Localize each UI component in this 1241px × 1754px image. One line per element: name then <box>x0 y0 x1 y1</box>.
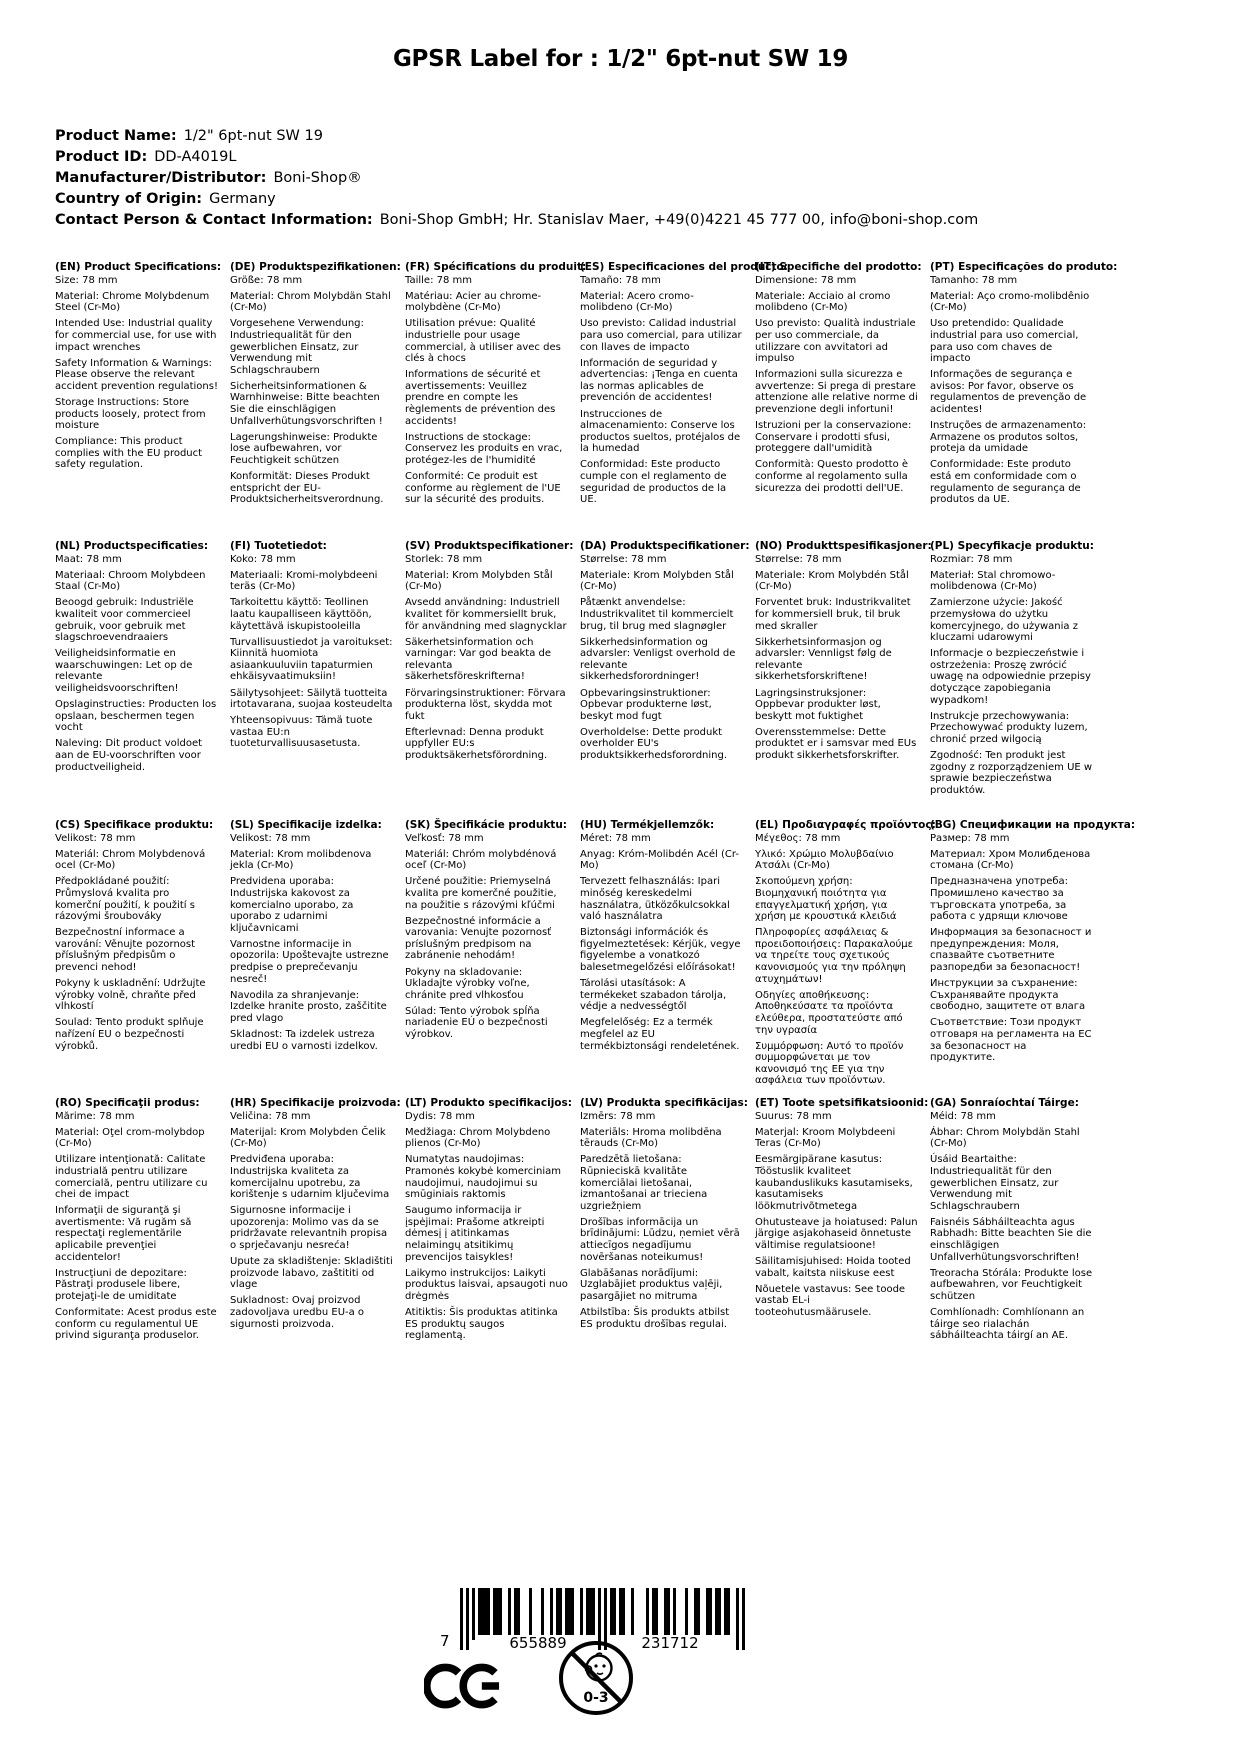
spec-item: Предназначена употреба: Промишлено качество за търговската употреба, за работа с удрящи ключове <box>930 876 1069 923</box>
spec-item: Opbevaringsinstruktioner: Opbevar produkterne løst, beskyt mod fugt <box>580 687 712 722</box>
spec-item: Dydis: 78 mm <box>405 1110 475 1122</box>
spec-item: Storlek: 78 mm <box>405 553 483 565</box>
spec-item: Conformitate: Acest produs este conform cu regulamentul UE privind siguranţa produselor. <box>55 1307 217 1342</box>
spec-heading-ro: (RO) Specificaţii produs: <box>55 1097 200 1109</box>
spec-item: Skladnost: Ta izdelek ustreza uredbi EU o varnosti izdelkov. <box>230 1029 378 1052</box>
spec-item: Lagerungshinweise: Produkte lose aufbewahren, vor Feuchtigkeit schützen <box>230 431 378 466</box>
spec-block-hr <box>230 1097 401 1335</box>
spec-item: Conformità: Questo prodotto è conforme al regolamento sulla sicurezza dei prodotti dell'UE. <box>755 459 909 494</box>
spec-heading-lt: (LT) Produkto specifikacijos: <box>405 1097 572 1109</box>
spec-item: Μέγεθος: 78 mm <box>755 832 841 844</box>
product-info-row <box>55 210 978 231</box>
spec-item: Uso pretendido: Qualidade industrial para uso comercial, para uso com chaves de impacto <box>930 318 1079 365</box>
spec-item: Suurus: 78 mm <box>755 1110 832 1122</box>
spec-item: Předpokládané použití: Průmyslová kvalita pro komerční použití, k použití s rázovými šroubováky <box>55 876 195 923</box>
spec-heading-fi: (FI) Tuotetiedot: <box>230 540 327 552</box>
spec-item: Velikost: 78 mm <box>230 832 311 844</box>
spec-item: Istruzioni per la conservazione: Conservare i prodotti sfusi, proteggere dall'umidità <box>755 420 912 455</box>
spec-item: Tarkoitettu käyttö: Teollinen laatu kaupalliseen käyttöön, käytettävä iskupistooleilla <box>230 597 372 632</box>
spec-item: Úsáid Beartaithe: Industriequalität für den gewerblichen Einsatz, zur Verwendung mit Schlagschraubern <box>930 1154 1059 1212</box>
product-info-row <box>55 168 978 189</box>
spec-item: Informaţii de siguranţă şi avertismente: Vă rugăm să respectaţi reglementările aplicabile prevenţiei accidentelor! <box>55 1205 192 1263</box>
spec-item: Πληροφορίες ασφάλειας & προειδοποιήσεις: Παρακαλούμε να τηρείτε τους σχετικούς κανονισμούς για την πρόληψη ατυχημάτων! <box>755 927 914 985</box>
spec-item: Utilisation prévue: Qualité industrielle pour usage commercial, à utiliser avec des clés à chocs <box>405 318 561 365</box>
spec-item: Intended Use: Industrial quality for commercial use, for use with impact wrenches <box>55 318 217 353</box>
spec-item: Overholdelse: Dette produkt overholder EU's produktsikkerhedsforordning. <box>580 726 728 761</box>
spec-item: Tamanho: 78 mm <box>930 274 1018 286</box>
spec-item: Instructions de stockage: Conservez les produits en vrac, protégez-les de l'humidité <box>405 431 563 466</box>
spec-item: Informazioni sulla sicurezza e avvertenze: Si prega di prestare attenzione alle relative norme di prevenzione degli infortuni! <box>755 369 918 416</box>
product-info-label: Product ID: <box>55 149 148 165</box>
spec-heading-pl: (PL) Specyfikacje produktu: <box>930 540 1094 552</box>
spec-block-sl <box>230 820 393 1057</box>
product-info-label: Country of Origin: <box>55 191 203 207</box>
spec-item: Predviđena uporaba: Industrijska kvaliteta za komercijalnu upotrebu, za korištenje s udarnim ključevima <box>230 1154 390 1201</box>
spec-block-sk <box>405 820 568 1045</box>
spec-item: Naleving: Dit product voldoet aan de EU-voorschriften voor productveiligheid. <box>55 738 203 773</box>
spec-item: Veľkosť: 78 mm <box>405 832 484 844</box>
spec-block-bg <box>930 819 1136 1068</box>
spec-item: Instrucţiuni de depozitare: Păstraţi produsele libere, protejaţi-le de umiditate <box>55 1267 187 1302</box>
spec-item: Zamierzone użycie: Jakość przemysłowa do użytku komercyjnego, do używania z kluczami udarowymi <box>930 597 1078 644</box>
spec-item: Medžiaga: Chrom Molybdeno plienos (Cr-Mo) <box>405 1126 551 1150</box>
spec-item: Izmērs: 78 mm <box>580 1110 656 1122</box>
spec-item: Material: Krom molibdenova jekla (Cr-Mo) <box>230 848 372 872</box>
spec-block-en <box>55 261 222 476</box>
spec-item: Uso previsto: Calidad industrial para uso comercial, para utilizar con llaves de impacto <box>580 318 742 353</box>
spec-item: Numatytas naudojimas: Pramonės kokybė komerciniam naudojimui, naudojimui su smūginiais raktomis <box>405 1154 562 1201</box>
spec-item: Sicherheitsinformationen & Warnhinweise: Bitte beachten Sie die einschlägigen Unfallverhütungsvorschriften ! <box>230 380 383 427</box>
spec-item: Materiál: Chróm molybdénová oceľ (Cr-Mo) <box>405 848 557 872</box>
spec-item: Размер: 78 mm <box>930 832 1010 844</box>
product-info-value: Boni-Shop GmbH; Hr. Stanislav Maer, +49(0)4221 45 777 00, info@boni-shop.com <box>379 212 979 228</box>
spec-item: Anyag: Króm-Molibdén Acél (Cr-Mo) <box>580 848 739 872</box>
spec-item: Saugumo informacija ir įspėjimai: Prašome atkreipti dėmesį į atitinkamas nelaimingų atsitikimų prevencijos taisykles! <box>405 1205 545 1263</box>
spec-item: Материал: Хром Молибденова стомана (Cr-Mo) <box>930 848 1091 872</box>
spec-block-fr <box>405 261 587 510</box>
spec-item: Predvidena uporaba: Industrijska kakovost za komercialno uporabo, za uporabo z udarnimi ključavnicami <box>230 876 354 934</box>
spec-heading-en: (EN) Product Specifications: <box>55 261 222 273</box>
spec-item: Säkerhetsinformation och varningar: Var god beakta de relevanta säkerhetsföreskrifterna! <box>405 636 552 683</box>
spec-item: Säilytysohjeet: Säilytä tuotteita irtotavarana, suojaa kosteudelta <box>230 687 393 711</box>
spec-block-ga <box>930 1098 1093 1346</box>
spec-item: Upute za skladištenje: Skladištiti proizvode labavo, zaštititi od vlage <box>230 1256 393 1291</box>
product-info-value: Boni-Shop® <box>273 170 362 186</box>
spec-item: Veličina: 78 mm <box>230 1110 311 1122</box>
spec-item: Conformité: Ce produit est conforme au règlement de l'UE sur la sécurité des produits. <box>405 471 561 506</box>
spec-heading-cs: (CS) Specifikace produktu: <box>55 819 214 831</box>
spec-item: Instrucciones de almacenamiento: Conserve los productos sueltos, protéjalos de la humedad <box>580 408 741 455</box>
spec-heading-fr: (FR) Spécifications du produit: <box>405 261 587 273</box>
spec-item: Materiál: Chrom Molybdenová ocel (Cr-Mo) <box>55 848 206 872</box>
spec-block-de <box>230 261 401 510</box>
spec-item: Comhlíonadh: Comhlíonann an táirge seo rialachán sábháilteachta táirgí an AE. <box>930 1307 1085 1342</box>
spec-item: Informacje o bezpieczeństwie i ostrzeżenia: Proszę zwrócić uwagę na odpowiednie przepisy dotyczące zapobiegania wypadkom! <box>930 648 1091 706</box>
spec-item: Utilizare intenţionată: Calitate industrială pentru utilizare comercială, pentru utilizare cu chei de impact <box>55 1154 208 1201</box>
spec-item: Biztonsági információk és figyelmeztetések: Kérjük, vegye figyelembe a vonatkozó balesetmegelőzési előírásokat! <box>580 927 741 974</box>
spec-item: Atbilstība: Šis produkts atbilst ES produktu drošības regulai. <box>580 1307 730 1330</box>
spec-item: Laikymo instrukcijos: Laikyti produktus laisvai, apsaugoti nuo drėgmės <box>405 1267 568 1302</box>
spec-item: Информация за безопасност и предупреждения: Моля, спазвайте съответните разпоредби за безопасност! <box>930 927 1092 974</box>
spec-item: Säilitamisjuhised: Hoida tooted vabalt, kaitsta niiskuse eest <box>755 1256 911 1279</box>
product-info-row <box>55 189 978 210</box>
spec-item: Materiāls: Hroma molibdēna tērauds (Cr-Mo) <box>580 1126 722 1150</box>
barcode-digit-left: 7 <box>440 1632 450 1650</box>
spec-item: Soulad: Tento produkt splňuje nařízení EU o bezpečnosti výrobků. <box>55 1017 204 1052</box>
spec-item: Bezpečnostní informace a varování: Věnujte pozornost příslušným předpisům o prevenci nehod! <box>55 927 196 974</box>
product-info-label: Contact Person & Contact Information: <box>55 212 373 228</box>
spec-item: Materiale: Acciaio al cromo molibdeno (Cr-Mo) <box>755 290 891 314</box>
spec-block-pl <box>930 541 1093 801</box>
spec-item: Maat: 78 mm <box>55 553 122 565</box>
spec-item: Ábhar: Chrom Molybdän Stahl (Cr-Mo) <box>930 1126 1080 1150</box>
spec-item: Størrelse: 78 mm <box>580 553 667 565</box>
spec-item: Beoogd gebruik: Industriële kwaliteit voor commercieel gebruik, voor gebruik met slagschroevendraaiers <box>55 597 194 644</box>
spec-item: Förvaringsinstruktioner: Förvara produkterna löst, skydda mot fukt <box>405 687 566 722</box>
spec-item: Velikost: 78 mm <box>55 832 136 844</box>
spec-item: Συμμόρφωση: Αυτό το προϊόν συμμορφώνεται με τον κανονισμό της ΕΕ για την ασφάλεια των προϊόντων. <box>755 1040 904 1087</box>
spec-item: Atitiktis: Šis produktas atitinka ES produktų saugos reglamentą. <box>405 1307 558 1342</box>
spec-item: Konformität: Dieses Produkt entspricht der EU-Produktsicherheitsverordnung. <box>230 471 384 506</box>
product-info-label: Product Name: <box>55 128 177 144</box>
spec-block-pt <box>930 261 1118 510</box>
spec-block-et <box>755 1097 929 1323</box>
spec-heading-el: (EL) Προδιαγραφές προϊόντος: <box>755 819 936 831</box>
spec-item: Pokyny k uskladnění: Udržujte výrobky volně, chraňte před vlhkostí <box>55 978 206 1013</box>
spec-item: Material: Oţel crom-molybdop (Cr-Mo) <box>55 1126 205 1150</box>
spec-item: Avsedd användning: Industriell kvalitet för kommersiellt bruk, för användning med slagnycklar <box>405 597 567 632</box>
spec-item: Conformidade: Este produto está em conformidade com o regulamento de segurança de produtos da UE. <box>930 459 1081 506</box>
spec-item: Materiale: Krom Molybden Stål (Cr-Mo) <box>580 569 734 593</box>
spec-item: Σκοπούμενη χρήση: Βιομηχανική ποιότητα για επαγγελματική χρήση, για χρήση με κρουστικά κλειδιά <box>755 876 897 923</box>
spec-item: Méid: 78 mm <box>930 1110 996 1122</box>
spec-item: Treoracha Stórála: Produkte lose aufbewahren, vor Feuchtigkeit schützen <box>930 1267 1093 1302</box>
ce-mark-icon <box>424 1656 508 1716</box>
spec-item: Tervezett felhasználás: Ipari minőség kereskedelmi használatra, ütközőkulcsokkal való használatra <box>580 876 730 923</box>
spec-item: Informações de segurança e avisos: Por favor, observe os regulamentos de prevenção de acidentes! <box>930 369 1087 416</box>
spec-heading-sl: (SL) Specifikacije izdelka: <box>230 819 382 831</box>
spec-item: Bezpečnostné informácie a varovania: Venujte pozornosť príslušným predpisom na zabránenie nehodám! <box>405 915 552 962</box>
spec-item: Zgodność: Ten produkt jest zgodny z rozporządzeniem UE w sprawie bezpieczeństwa produktów. <box>930 750 1093 796</box>
product-info-row <box>55 126 978 147</box>
spec-item: Påtænkt anvendelse: Industrikvalitet til kommercielt brug, til brug med slagnøgler <box>580 597 734 632</box>
spec-item: Overensstemmelse: Dette produktet er i samsvar med EUs produkt sikkerhetsforskrifter. <box>755 726 917 761</box>
spec-item: Tamaño: 78 mm <box>580 274 661 286</box>
spec-item: Mărime: 78 mm <box>55 1110 135 1122</box>
spec-heading-et: (ET) Toote spetsifikatsioonid: <box>755 1097 929 1109</box>
product-info-label: Manufacturer/Distributor: <box>55 170 267 186</box>
spec-item: Matériau: Acier au chrome-molybdène (Cr-Mo) <box>405 290 542 314</box>
spec-item: Efterlevnad: Denna produkt uppfyller EU:s produktsäkerhetsförordning. <box>405 726 548 761</box>
spec-block-lv <box>580 1097 748 1335</box>
spec-item: Sikkerhetsinformasjon og advarsler: Vennligst følg de relevante sikkerhetsforskriftene! <box>755 636 892 683</box>
product-info <box>55 126 978 231</box>
product-info-value: DD-A4019L <box>154 149 237 165</box>
spec-block-el <box>755 819 936 1091</box>
spec-item: Eesmärgipärane kasutus: Tööstuslik kvaliteet kaubanduslikuks kasutamiseks, kasutamiseks löökmutrivõtmetega <box>755 1154 913 1212</box>
spec-item: Instrukcje przechowywania: Przechowywać produkty luzem, chronić przed wilgocią <box>930 710 1088 745</box>
spec-item: Koko: 78 mm <box>230 553 296 565</box>
spec-item: Varnostne informacije in opozorila: Upoštevajte ustrezne predpise o preprečevanju nesreč! <box>230 938 389 985</box>
spec-item: Nõuetele vastavus: See toode vastab EL-i tooteohutusmäärusele. <box>755 1283 906 1318</box>
spec-item: Materjal: Kroom Molybdeeni Teras (Cr-Mo) <box>755 1126 896 1150</box>
spec-heading-sk: (SK) Špecifikácie produktu: <box>405 819 568 831</box>
spec-item: Faisnéis Sábháilteachta agus Rabhadh: Bitte beachten Sie die einschlägigen Unfallverhütungsvorschriften! <box>930 1216 1092 1263</box>
spec-item: Glabāšanas norādījumi: Uzglabājiet produktus vaļēji, pasargājiet no mitruma <box>580 1267 723 1302</box>
spec-item: Size: 78 mm <box>55 274 118 286</box>
spec-heading-hr: (HR) Specifikacije proizvoda: <box>230 1097 401 1109</box>
spec-item: Съответствие: Този продукт отговаря на регламента на ЕС за безопасност на продуктите. <box>930 1017 1092 1064</box>
spec-item: Určené použitie: Priemyselná kvalita pre komerčné použitie, na použitie s rázovými kľúčmi <box>405 876 557 911</box>
spec-item: Material: Aço cromo-molibdênio (Cr-Mo) <box>930 290 1090 314</box>
spec-block-it <box>755 261 922 499</box>
spec-item: Material: Acero cromo-molibdeno (Cr-Mo) <box>580 290 694 314</box>
spec-item: Materiale: Krom Molybdén Stål (Cr-Mo) <box>755 569 909 593</box>
spec-item: Opslaginstructies: Producten los opslaan, beschermen tegen vocht <box>55 699 217 734</box>
spec-item: Materijal: Krom Molybden Čelik (Cr-Mo) <box>230 1126 386 1150</box>
spec-item: Conformidad: Este producto cumple con el reglamento de seguridad de productos de la UE. <box>580 459 727 506</box>
spec-item: Material: Chrom Molybdän Stahl (Cr-Mo) <box>230 290 391 314</box>
spec-item: Material: Chrome Molybdenum Steel (Cr-Mo) <box>55 290 210 314</box>
spec-item: Información de seguridad y advertencias: ¡Tenga en cuenta las normas aplicables de prevención de accidentes! <box>580 357 738 404</box>
spec-item: Méret: 78 mm <box>580 832 651 844</box>
spec-heading-nl: (NL) Productspecificaties: <box>55 540 209 552</box>
spec-item: Material: Krom Molybden Stål (Cr-Mo) <box>405 569 553 593</box>
spec-block-cs <box>55 820 218 1057</box>
spec-item: Turvallisuustiedot ja varoitukset: Kiinnitä huomiota asiaankuuluviin tapaturmien ehkäisyvaatimuksiin! <box>230 636 393 683</box>
spec-item: Uso previsto: Qualità industriale per uso commerciale, da utilizzare con avvitatori ad impulso <box>755 318 916 365</box>
spec-heading-it: (IT) Specifiche del prodotto: <box>755 261 922 273</box>
spec-item: Safety Information & Warnings: Please observe the relevant accident prevention regulations! <box>55 357 218 392</box>
spec-item: Drošības informācija un brīdinājumi: Lūdzu, ņemiet vērā attiecīgos negadījumu novēršanas noteikumus! <box>580 1216 740 1263</box>
spec-heading-da: (DA) Produktspecifikationer: <box>580 540 750 552</box>
barcode-digit-group2: 231712 <box>610 1635 730 1651</box>
spec-item: Υλικό: Χρώμιο Μολυβδαίνιο Ατσάλι (Cr-Mo) <box>755 848 894 872</box>
spec-block-no <box>755 540 932 766</box>
spec-item: Tárolási utasítások: A termékeket szabadon tárolja, védje a nedvességtől <box>580 978 727 1013</box>
spec-item: Yhteensopivuus: Tämä tuote vastaa EU:n tuoteturvallisuusasetusta. <box>230 715 373 750</box>
spec-item: Ohutusteave ja hoiatused: Palun järgige asjakohaseid õnnetuste vältimise regulatsioone! <box>755 1216 918 1252</box>
spec-heading-lv: (LV) Produkta specifikācijas: <box>580 1097 748 1109</box>
barcode-digit-group1: 655889 <box>478 1635 598 1651</box>
spec-heading-pt: (PT) Especificações do produto: <box>930 261 1118 273</box>
spec-item: Größe: 78 mm <box>230 274 303 286</box>
spec-item: Vorgesehene Verwendung: Industriequalität für den gewerblichen Einsatz, zur Verwendung mit Schlagschraubern <box>230 318 364 376</box>
age-warning-text: 0-3 <box>583 1690 609 1706</box>
age-warning-0-3-icon <box>556 1638 636 1718</box>
spec-item: Sigurnosne informacije i upozorenja: Molimo vas da se pridržavate relevantnih propisa o sprječavanju nesreća! <box>230 1205 388 1252</box>
spec-heading-hu: (HU) Termékjellemzők: <box>580 819 715 831</box>
spec-item: Forventet bruk: Industrikvalitet for kommersiell bruk, til bruk med skraller <box>755 597 911 632</box>
product-info-value: Germany <box>209 191 276 207</box>
spec-item: Sikkerhedsinformation og advarsler: Venligst overhold de relevante sikkerhedsforordninger! <box>580 636 736 683</box>
spec-item: Paredzētā lietošana: Rūpnieciskā kvalitāte komerciālai lietošanai, izmantošanai ar trieciena uzgriežņiem <box>580 1154 708 1212</box>
spec-item: Compliance: This product complies with the EU product safety regulation. <box>55 436 203 471</box>
spec-item: Veiligheidsinformatie en waarschuwingen: Let op de relevante veiligheidsvoorschriften! <box>55 648 193 695</box>
spec-item: Storage Instructions: Store products loosely, protect from moisture <box>55 396 206 432</box>
spec-item: Materiał: Stal chromowo-molibdenowa (Cr-Mo) <box>930 569 1056 593</box>
spec-item: Pokyny na skladovanie: Ukladajte výrobky voľne, chránite pred vlhkosťou <box>405 966 530 1001</box>
spec-heading-ga: (GA) Sonraíochtaí Táirge: <box>930 1097 1079 1109</box>
spec-heading-no: (NO) Produkttspesifikasjoner: <box>755 540 932 552</box>
spec-item: Informations de sécurité et avertissements: Veuillez prendre en compte les règlements de prévention des accidents! <box>405 369 556 427</box>
spec-block-lt <box>405 1097 572 1346</box>
spec-item: Størrelse: 78 mm <box>755 553 842 565</box>
spec-heading-bg: (BG) Спецификации на продукта: <box>930 819 1136 831</box>
spec-block-nl <box>55 541 218 778</box>
page-title: GPSR Label for : 1/2" 6pt-nut SW 19 <box>392 46 849 72</box>
spec-item: Megfelelőség: Ez a termék megfelel az EU termékbiztonsági rendeletének. <box>580 1017 740 1052</box>
spec-item: Materiaali: Kromi-molybdeeni teräs (Cr-Mo) <box>230 569 378 593</box>
spec-block-es <box>580 261 788 510</box>
spec-item: Súlad: Tento výrobok spĺňa nariadenie EÚ o bezpečnosti výrobkov. <box>405 1005 548 1040</box>
spec-block-hu <box>580 820 743 1057</box>
spec-item: Instruções de armazenamento: Armazene os produtos soltos, proteja da umidade <box>930 420 1087 455</box>
spec-item: Sukladnost: Ovaj proizvod zadovoljava uredbu EU-a o sigurnosti proizvoda. <box>230 1295 365 1330</box>
spec-item: Materiaal: Chroom Molybdeen Staal (Cr-Mo) <box>55 569 206 593</box>
spec-item: Οδηγίες αποθήκευσης: Αποθηκεύσατε τα προϊόντα ελεύθερα, προστατεύστε από την υγρασία <box>755 989 903 1036</box>
spec-item: Инструкции за съхранение: Съхранявайте продукта свободно, защитете от влага <box>930 978 1086 1013</box>
spec-heading-de: (DE) Produktspezifikationen: <box>230 261 401 273</box>
spec-block-ro <box>55 1098 218 1346</box>
product-info-value: 1/2" 6pt-nut SW 19 <box>183 128 323 144</box>
spec-item: Lagringsinstruksjoner: Oppbevar produkter løst, beskytt mot fuktighet <box>755 687 881 722</box>
spec-block-sv <box>405 540 574 766</box>
spec-block-fi <box>230 541 393 755</box>
spec-item: Rozmiar: 78 mm <box>930 553 1013 565</box>
spec-block-da <box>580 540 750 766</box>
spec-item: Taille: 78 mm <box>405 274 473 286</box>
spec-heading-sv: (SV) Produktspecifikationer: <box>405 540 574 552</box>
spec-item: Dimensione: 78 mm <box>755 274 857 286</box>
spec-item: Navodila za shranjevanje: Izdelke hranite prosto, zaščitite pred vlago <box>230 989 387 1024</box>
spec-heading-es: (ES) Especificaciones del producto: <box>580 261 788 273</box>
product-info-row <box>55 147 978 168</box>
